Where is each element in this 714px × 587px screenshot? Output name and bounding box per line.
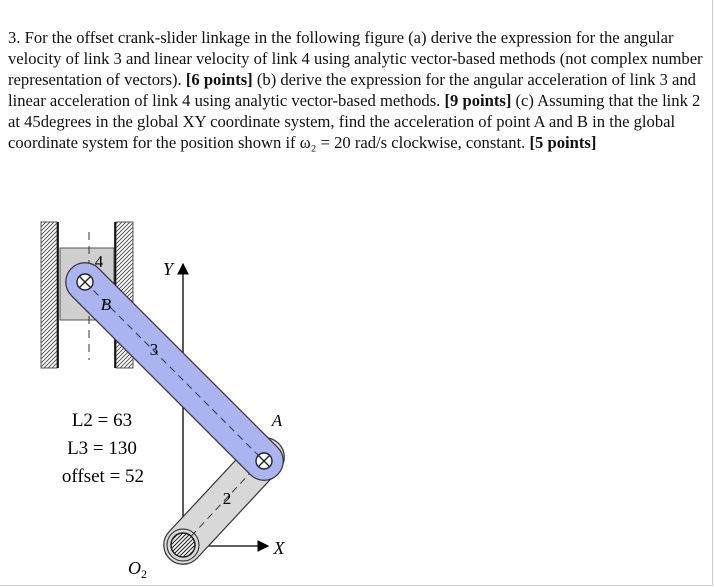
ground-pivot-o2: [167, 529, 199, 561]
points-a: [6 points]: [185, 70, 253, 89]
pin-b: [77, 274, 93, 290]
label-o2: [128, 558, 147, 581]
points-c: [5 points]: [529, 133, 597, 152]
param-l2: L2 = 63: [71, 410, 133, 431]
label-y-axis: Y: [162, 259, 174, 279]
points-b: [9 points]: [444, 91, 512, 110]
label-o: O: [128, 558, 141, 578]
label-a: A: [271, 411, 283, 430]
problem-part-c: (c) Assuming that the link 2 at 45degrees in the global XY coordinate system, find the acceleration of point A and B in the global coordinate system for the position shown if ω₂ = 20 rad/s clockwise, constant.: [8, 91, 701, 152]
label-link-2: 2: [222, 489, 232, 508]
label-link-4: 4: [94, 252, 104, 271]
problem-part-b: (b) derive the expression for the angular acceleration of link 3 and linear acceleration of link 4 using analytic vector-based methods.: [8, 70, 696, 110]
param-l3: L3 = 130: [67, 438, 137, 459]
pin-a: [256, 453, 272, 469]
problem-intro: 3. For the offset crank-slider linkage in the following figure (a) derive the expression for the angular velocity of link 3 and linear velocity of link 4 using analytic vector-based methods (not complex number representation of vectors).: [8, 28, 703, 89]
label-b: B: [100, 295, 112, 314]
label-link-3: 3: [149, 340, 159, 359]
label-x-axis: X: [273, 538, 285, 558]
param-offset: offset = 52: [61, 466, 145, 487]
label-o-subscript: 2: [141, 567, 147, 581]
slider-guide-left: [41, 222, 58, 368]
